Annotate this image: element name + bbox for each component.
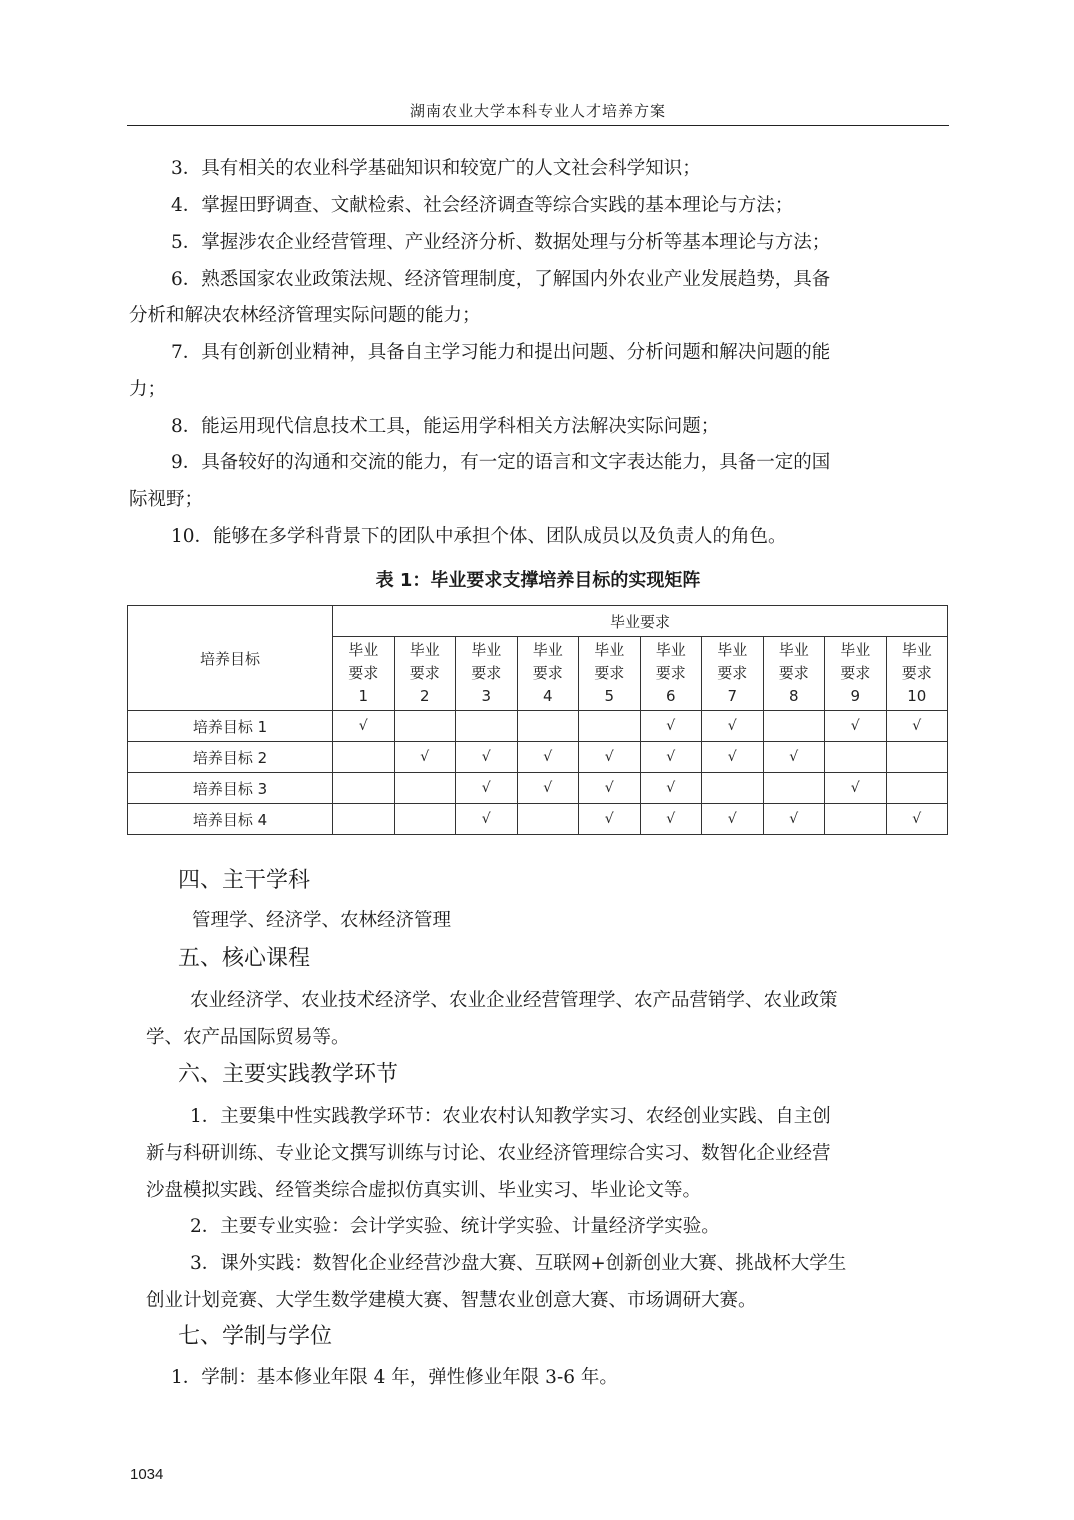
check-mark-cell: √	[456, 804, 518, 835]
empty-cell	[333, 804, 395, 835]
page-header-title: 湖南农业大学本科专业人才培养方案	[409, 102, 666, 120]
requirement-header-text: 毕业	[655, 641, 686, 659]
empty-cell	[763, 711, 825, 742]
section-5-line2: 学、农产品国际贸易等。	[146, 1027, 350, 1048]
goal-label: 培养目标 4	[128, 804, 333, 835]
requirement-item-3: 3．具有相关的农业科学基础知识和较宽广的人文社会科学知识；	[171, 158, 701, 179]
requirement-header-text: 毕业	[840, 641, 871, 659]
requirement-header-text: 毕业	[717, 641, 748, 659]
requirement-item-5: 5．掌握涉农企业经营管理、产业经济分析、数据处理与分析等基本理论与方法；	[171, 232, 831, 253]
section-6-p2: 2．主要专业实验：会计学实验、统计学实验、计量经济学实验。	[190, 1216, 720, 1237]
requirement-header-4	[517, 637, 579, 711]
check-mark-cell: √	[333, 711, 395, 742]
empty-cell	[886, 773, 948, 804]
section-5-line1: 农业经济学、农业技术经济学、农业企业经营管理学、农产品营销学、农业政策	[190, 990, 838, 1011]
requirement-header-number: 2	[419, 687, 430, 705]
requirement-item-4: 4．掌握田野调查、文献检索、社会经济调查等综合实践的基本理论与方法；	[171, 195, 794, 216]
requirement-header-text: 毕业	[471, 641, 502, 659]
requirement-header-number: 1	[358, 687, 369, 705]
requirement-header-text: 要求	[409, 664, 440, 682]
requirement-header-text: 要求	[655, 664, 686, 682]
empty-cell	[394, 804, 456, 835]
requirement-header-number: 5	[604, 687, 615, 705]
header-divider	[127, 125, 949, 126]
requirement-header-10	[886, 637, 948, 711]
check-mark-cell: √	[394, 742, 456, 773]
section-6-p3-line1: 3．课外实践：数智化企业经营沙盘大赛、互联网+创新创业大赛、挑战杯大学生	[190, 1253, 847, 1274]
empty-cell	[456, 711, 518, 742]
section-4-text: 管理学、经济学、农林经济管理	[192, 910, 452, 931]
requirement-item-7-line2: 力；	[129, 379, 167, 400]
requirement-header-text: 毕业	[778, 641, 809, 659]
empty-cell	[394, 773, 456, 804]
section-6-p1-line2: 新与科研训练、专业论文撰写训练与讨论、农业经济管理综合实习、数智化企业经营	[146, 1143, 831, 1164]
table-row	[128, 742, 948, 773]
requirement-header-1	[333, 637, 395, 711]
requirement-header-text: 要求	[717, 664, 748, 682]
check-mark-cell: √	[640, 773, 702, 804]
requirement-header-2	[394, 637, 456, 711]
check-mark-cell: √	[517, 773, 579, 804]
section-7-title: 七、学制与学位	[178, 1324, 333, 1349]
empty-cell	[825, 742, 887, 773]
empty-cell	[394, 711, 456, 742]
requirement-header-number: 9	[850, 687, 861, 705]
check-mark-cell: √	[456, 742, 518, 773]
goal-label: 培养目标 2	[128, 742, 333, 773]
table-row	[128, 804, 948, 835]
requirement-header-8	[763, 637, 825, 711]
requirement-header-text: 要求	[840, 664, 871, 682]
requirement-header-text: 要求	[594, 664, 625, 682]
table-row	[128, 711, 948, 742]
check-mark-cell: √	[640, 804, 702, 835]
empty-cell	[825, 804, 887, 835]
goal-label: 培养目标 1	[128, 711, 333, 742]
section-4-title: 四、主干学科	[178, 868, 311, 893]
requirements-matrix-table	[127, 605, 948, 835]
requirement-item-6-line1: 6．熟悉国家农业政策法规、经济管理制度，了解国内外农业产业发展趋势，具备	[171, 269, 831, 290]
requirement-header-9	[825, 637, 887, 711]
requirement-header-5	[579, 637, 641, 711]
check-mark-cell: √	[456, 773, 518, 804]
requirement-header-text: 要求	[471, 664, 502, 682]
empty-cell	[517, 711, 579, 742]
requirement-item-6-line2: 分析和解决农林经济管理实际问题的能力；	[129, 305, 481, 326]
empty-cell	[702, 773, 764, 804]
requirement-header-3	[456, 637, 518, 711]
empty-cell	[333, 773, 395, 804]
check-mark-cell: √	[579, 773, 641, 804]
requirement-item-10: 10．能够在多学科背景下的团队中承担个体、团队成员以及负责人的角色。	[171, 526, 787, 547]
section-6-p3-line2: 创业计划竞赛、大学生数学建模大赛、智慧农业创意大赛、市场调研大赛。	[146, 1290, 757, 1311]
requirement-header-number: 7	[727, 687, 738, 705]
requirement-item-9-line1: 9．具备较好的沟通和交流的能力，有一定的语言和文字表达能力，具备一定的国	[171, 452, 831, 473]
requirement-header-text: 毕业	[594, 641, 625, 659]
requirement-header-number: 8	[788, 687, 799, 705]
check-mark-cell: √	[763, 742, 825, 773]
check-mark-cell: √	[886, 711, 948, 742]
requirement-header-text: 毕业	[348, 641, 379, 659]
requirement-header-number: 10	[907, 687, 927, 705]
requirement-header-text: 要求	[778, 664, 809, 682]
requirement-header-text: 毕业	[901, 641, 932, 659]
requirement-item-8: 8．能运用现代信息技术工具，能运用学科相关方法解决实际问题；	[171, 416, 720, 437]
section-6-p1-line3: 沙盘模拟实践、经管类综合虚拟仿真实训、毕业实习、毕业论文等。	[146, 1180, 702, 1201]
table-row	[128, 773, 948, 804]
requirement-header-6	[640, 637, 702, 711]
section-5-title: 五、核心课程	[178, 946, 311, 971]
table-caption: 表 1：毕业要求支撑培养目标的实现矩阵	[375, 570, 701, 591]
requirement-item-7-line1: 7．具有创新创业精神，具备自主学习能力和提出问题、分析问题和解决问题的能	[171, 342, 831, 363]
requirement-header-text: 毕业	[409, 641, 440, 659]
check-mark-cell: √	[640, 742, 702, 773]
requirement-header-number: 4	[542, 687, 553, 705]
requirement-header-text: 要求	[348, 664, 379, 682]
empty-cell	[517, 804, 579, 835]
requirement-header-text: 要求	[532, 664, 563, 682]
check-mark-cell: √	[517, 742, 579, 773]
check-mark-cell: √	[702, 742, 764, 773]
check-mark-cell: √	[579, 804, 641, 835]
check-mark-cell: √	[579, 742, 641, 773]
empty-cell	[333, 742, 395, 773]
empty-cell	[763, 773, 825, 804]
check-mark-cell: √	[763, 804, 825, 835]
check-mark-cell: √	[702, 711, 764, 742]
corner-header: 培养目标	[128, 606, 333, 711]
goal-label: 培养目标 3	[128, 773, 333, 804]
matrix-body	[128, 711, 948, 835]
check-mark-cell: √	[640, 711, 702, 742]
section-6-title: 六、主要实践教学环节	[178, 1062, 399, 1087]
requirement-header-number: 3	[481, 687, 492, 705]
requirement-item-9-line2: 际视野；	[129, 489, 204, 510]
section-6-p1-line1: 1．主要集中性实践教学环节：农业农村认知教学实习、农经创业实践、自主创	[190, 1106, 831, 1127]
page-number: 1034	[130, 1466, 164, 1483]
check-mark-cell: √	[702, 804, 764, 835]
check-mark-cell: √	[825, 711, 887, 742]
requirement-header-7	[702, 637, 764, 711]
requirement-header-text: 要求	[901, 664, 932, 682]
empty-cell	[579, 711, 641, 742]
check-mark-cell: √	[886, 804, 948, 835]
requirement-header-number: 6	[665, 687, 676, 705]
requirement-header-text: 毕业	[532, 641, 563, 659]
group-header: 毕业要求	[333, 606, 948, 637]
section-7-p1: 1．学制：基本修业年限 4 年，弹性修业年限 3-6 年。	[171, 1367, 618, 1388]
check-mark-cell: √	[825, 773, 887, 804]
empty-cell	[886, 742, 948, 773]
